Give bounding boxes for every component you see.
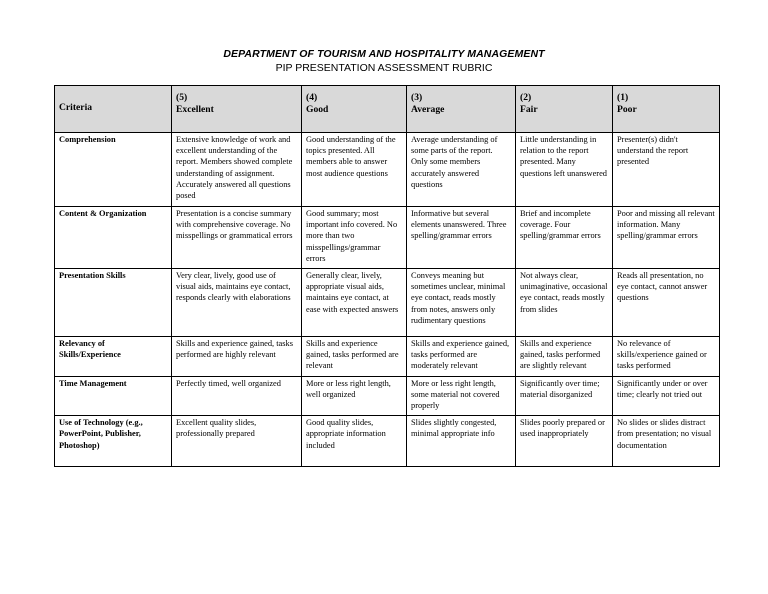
rubric-cell: Good understanding of the topics presented. All members able to answer most audience questions <box>302 133 407 207</box>
rubric-cell: More or less right length, well organized <box>302 376 407 416</box>
rubric-cell: Skills and experience gained, tasks performed are highly relevant <box>172 337 302 377</box>
rubric-cell: Conveys meaning but sometimes unclear, minimal eye contact, reads mostly from notes, answers only rudimentary questions <box>407 269 516 337</box>
table-row <box>55 133 720 207</box>
rubric-cell: Skills and experience gained, tasks performed are relevant <box>302 337 407 377</box>
rubric-cell: Not always clear, unimaginative, occasional eye contact, reads mostly from slides <box>516 269 613 337</box>
rubric-cell: Little understanding in relation to the report presented. Many questions left unanswered <box>516 133 613 207</box>
criteria-cell: Presentation Skills <box>55 269 172 337</box>
level-header-average <box>407 86 516 133</box>
department-title: DEPARTMENT OF TOURISM AND HOSPITALITY MANAGEMENT <box>223 48 545 60</box>
rubric-cell: Perfectly timed, well organized <box>172 376 302 416</box>
rubric-cell: Good quality slides, appropriate information included <box>302 416 407 467</box>
table-row <box>55 269 720 337</box>
criteria-cell: Use of Technology (e.g., PowerPoint, Publisher, Photoshop) <box>55 416 172 467</box>
rubric-cell: Significantly over time; material disorganized <box>516 376 613 416</box>
rubric-cell: Slides slightly congested, minimal appropriate info <box>407 416 516 467</box>
level-name: Good <box>306 103 329 115</box>
rubric-cell: Poor and missing all relevant information. Many spelling/grammar errors <box>613 207 720 269</box>
rubric-cell: Brief and incomplete coverage. Four spelling/grammar errors <box>516 207 613 269</box>
rubric-cell: Excellent quality slides, professionally prepared <box>172 416 302 467</box>
rubric-cell: Significantly under or over time; clearly not tried out <box>613 376 720 416</box>
table-row <box>55 376 720 416</box>
rubric-cell: Average understanding of some parts of the report. Only some members accurately answered questions <box>407 133 516 207</box>
level-header-excellent <box>172 86 302 133</box>
table-row <box>55 416 720 467</box>
rubric-cell: Skills and experience gained, tasks performed are slightly relevant <box>516 337 613 377</box>
rubric-cell: No relevance of skills/experience gained or tasks performed <box>613 337 720 377</box>
level-number: (5) <box>176 92 188 103</box>
level-header-fair <box>516 86 613 133</box>
table-row <box>55 207 720 269</box>
criteria-cell: Content & Organization <box>55 207 172 269</box>
rubric-table <box>54 85 720 467</box>
level-name: Average <box>411 103 445 115</box>
level-number: (2) <box>520 92 532 103</box>
level-header-good <box>302 86 407 133</box>
rubric-cell: Good summary; most important info covered. No more than two misspellings/grammar errors <box>302 207 407 269</box>
rubric-title: PIP PRESENTATION ASSESSMENT RUBRIC <box>275 62 493 74</box>
rubric-cell: Skills and experience gained, tasks performed are moderately relevant <box>407 337 516 377</box>
header-row <box>55 86 720 133</box>
level-number: (1) <box>617 92 629 103</box>
rubric-cell: Presentation is a concise summary with comprehensive coverage. No misspellings or grammatical errors <box>172 207 302 269</box>
rubric-cell: Presenter(s) didn't understand the report presented <box>613 133 720 207</box>
rubric-cell: Informative but several elements unanswered. Three spelling/grammar errors <box>407 207 516 269</box>
rubric-cell: Very clear, lively, good use of visual aids, maintains eye contact, responds clearly with elaborations <box>172 269 302 337</box>
rubric-cell: More or less right length, some material not covered properly <box>407 376 516 416</box>
criteria-cell: Comprehension <box>55 133 172 207</box>
level-name: Fair <box>520 103 538 115</box>
level-name: Excellent <box>176 103 214 115</box>
rubric-cell: Slides poorly prepared or used inappropriately <box>516 416 613 467</box>
rubric-cell: Extensive knowledge of work and excellent understanding of the report. Members showed complete understanding of assignment. Accurately answered all questions posed <box>172 133 302 207</box>
criteria-cell: Relevancy of Skills/Experience <box>55 337 172 377</box>
criteria-header: Criteria <box>55 86 172 133</box>
rubric-cell: Generally clear, lively, appropriate visual aids, maintains eye contact, at ease with expected answers <box>302 269 407 337</box>
level-header-poor <box>613 86 720 133</box>
rubric-cell: Reads all presentation, no eye contact, cannot answer questions <box>613 269 720 337</box>
level-number: (4) <box>306 92 318 103</box>
rubric-cell: No slides or slides distract from presentation; no visual documentation <box>613 416 720 467</box>
level-number: (3) <box>411 92 423 103</box>
table-row <box>55 337 720 377</box>
level-name: Poor <box>617 103 637 115</box>
criteria-cell: Time Management <box>55 376 172 416</box>
